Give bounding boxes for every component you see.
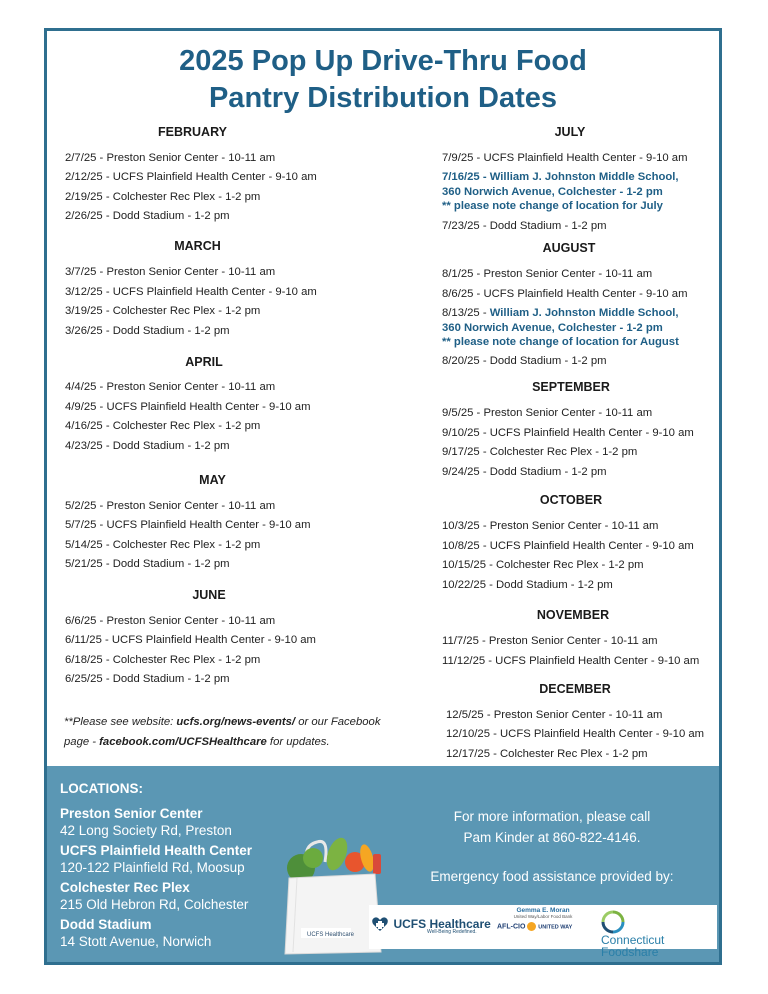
foodshare-line-1: Connecticut: [601, 933, 665, 947]
month-heading-november: NOVEMBER: [536, 608, 610, 622]
date-entry: 4/16/25 - Colchester Rec Plex - 1-2 pm: [65, 420, 261, 432]
date-entry: 8/6/25 - UCFS Plainfield Health Center - 9-10 am: [442, 288, 688, 300]
location-change-note: ** please note change of location for July: [442, 200, 663, 212]
facebook-link[interactable]: facebook.com/UCFSHealthcare: [99, 736, 267, 748]
date-entry: 9/17/25 - Colchester Rec Plex - 1-2 pm: [442, 446, 638, 458]
month-heading-october: OCTOBER: [539, 493, 603, 507]
date-entry: 12/17/25 - Colchester Rec Plex - 1-2 pm: [446, 748, 648, 760]
website-link[interactable]: ucfs.org/news-events/: [176, 716, 296, 728]
special-line: William J. Johnston Middle School,: [489, 307, 679, 319]
date-entry: 2/7/25 - Preston Senior Center - 10-11 am: [65, 152, 276, 164]
ucfs-logo-tag: Well-Being Redefined.: [427, 929, 477, 936]
location-name: Colchester Rec Plex: [60, 880, 190, 895]
location-name: UCFS Plainfield Health Center: [60, 843, 253, 858]
date-entry: 11/12/25 - UCFS Plainfield Health Center - 9-10 am: [442, 655, 700, 667]
aflcio-text: AFL-CIO: [497, 923, 526, 931]
location-address: 120-122 Plainfield Rd, Moosup: [60, 860, 245, 875]
date-entry: 8/1/25 - Preston Senior Center - 10-11 am: [442, 268, 653, 280]
date-entry: 5/21/25 - Dodd Stadium - 1-2 pm: [65, 558, 230, 570]
special-line: 360 Norwich Avenue, Colchester - 1-2 pm: [442, 321, 663, 334]
note-prefix: **Please see website:: [64, 716, 177, 728]
locations-footer: [47, 766, 719, 962]
fund-name: Gemma E. Moran: [516, 907, 570, 914]
location-name: Preston Senior Center: [60, 806, 203, 821]
date-entry: 10/15/25 - Colchester Rec Plex - 1-2 pm: [442, 559, 644, 571]
special-location-entry-august: [442, 306, 679, 350]
ucfs-heart-icon: [371, 915, 389, 933]
date-entry: 6/18/25 - Colchester Rec Plex - 1-2 pm: [65, 654, 261, 666]
foodshare-line-2: Foodshare: [601, 945, 659, 959]
date-entry: 10/8/25 - UCFS Plainfield Health Center - 9-10 am: [442, 540, 694, 552]
month-heading-september: SEPTEMBER: [532, 380, 610, 394]
date-entry: 4/4/25 - Preston Senior Center - 10-11 am: [65, 381, 276, 393]
month-heading-may: MAY: [199, 473, 226, 487]
date-entry: 6/6/25 - Preston Senior Center - 10-11 am: [65, 615, 276, 627]
info-line-1: For more information, please call: [453, 809, 651, 824]
date-entry: 2/19/25 - Colchester Rec Plex - 1-2 pm: [65, 191, 261, 203]
unitedway-icon: [527, 922, 536, 931]
location-name: Dodd Stadium: [60, 917, 152, 932]
month-heading-june: JUNE: [192, 588, 226, 602]
date-entry: 8/20/25 - Dodd Stadium - 1-2 pm: [442, 355, 607, 367]
special-line: 360 Norwich Avenue, Colchester - 1-2 pm: [442, 185, 663, 198]
date-entry: 6/25/25 - Dodd Stadium - 1-2 pm: [65, 673, 230, 685]
updates-note: [64, 712, 394, 752]
title-line-1: 2025 Pop Up Drive-Thru Food: [179, 45, 587, 77]
month-heading-august: AUGUST: [542, 241, 596, 255]
date-entry: 12/5/25 - Preston Senior Center - 10-11 am: [446, 709, 663, 721]
date-entry: 5/14/25 - Colchester Rec Plex - 1-2 pm: [65, 539, 261, 551]
special-date: 8/13/25 -: [442, 307, 490, 319]
title-line-2: Pantry Distribution Dates: [208, 82, 558, 114]
date-entry: 6/11/25 - UCFS Plainfield Health Center - 9-10 am: [65, 634, 316, 646]
date-entry: 5/7/25 - UCFS Plainfield Health Center - 9-10 am: [65, 519, 311, 531]
date-entry: 11/7/25 - Preston Senior Center - 10-11 am: [442, 635, 658, 647]
month-heading-december: DECEMBER: [539, 682, 611, 696]
special-line: 7/16/25 - William J. Johnston Middle School,: [442, 171, 679, 183]
date-entry: 9/5/25 - Preston Senior Center - 10-11 am: [442, 407, 653, 419]
fund-sub: United Way/Labor Food Bank: [513, 914, 573, 919]
month-heading-july: JULY: [554, 125, 586, 139]
month-heading-february: FEBRUARY: [158, 125, 227, 139]
info-line-2: Pam Kinder at 860-822-4146.: [463, 830, 641, 845]
unitedway-text: UNITED WAY: [538, 924, 573, 931]
ucfs-logo-name: UCFS Healthcare: [393, 917, 491, 931]
date-entry: 5/2/25 - Preston Senior Center - 10-11 am: [65, 500, 276, 512]
gemma-moran-logo: [497, 907, 589, 931]
location-change-note: ** please note change of location for August: [442, 336, 679, 348]
ucfs-logo: [371, 915, 491, 935]
date-entry: 4/9/25 - UCFS Plainfield Health Center - 9-10 am: [65, 401, 311, 413]
location-address: 215 Old Hebron Rd, Colchester: [60, 897, 249, 912]
date-entry: 4/23/25 - Dodd Stadium - 1-2 pm: [65, 440, 230, 452]
assistance-label: Emergency food assistance provided by:: [430, 869, 674, 884]
date-entry: 3/26/25 - Dodd Stadium - 1-2 pm: [65, 325, 230, 337]
ct-foodshare-logo: [601, 910, 664, 958]
contact-info: [387, 806, 717, 848]
special-location-entry-july: [442, 170, 679, 214]
date-entry: 10/22/25 - Dodd Stadium - 1-2 pm: [442, 579, 613, 591]
date-entry: 9/24/25 - Dodd Stadium - 1-2 pm: [442, 466, 607, 478]
date-entry: 10/3/25 - Preston Senior Center - 10-11 am: [442, 520, 659, 532]
date-entry: 2/12/25 - UCFS Plainfield Health Center - 9-10 am: [65, 171, 317, 183]
location-address: 14 Stott Avenue, Norwich: [60, 934, 212, 949]
date-entry: 9/10/25 - UCFS Plainfield Health Center - 9-10 am: [442, 427, 694, 439]
page-title: [44, 43, 722, 117]
month-heading-march: MARCH: [174, 239, 221, 253]
date-entry: 7/23/25 - Dodd Stadium - 1-2 pm: [442, 220, 607, 232]
location-address: 42 Long Society Rd, Preston: [60, 823, 232, 838]
locations-title: LOCATIONS:: [60, 781, 143, 796]
foodshare-swirl-icon: [601, 910, 625, 934]
date-entry: 3/7/25 - Preston Senior Center - 10-11 am: [65, 266, 276, 278]
bag-label: UCFS Healthcare: [307, 932, 355, 938]
date-entry: 3/19/25 - Colchester Rec Plex - 1-2 pm: [65, 305, 261, 317]
sponsor-logos: [369, 905, 717, 959]
date-entry: 12/10/25 - UCFS Plainfield Health Center - 9-10 am: [446, 728, 705, 740]
date-entry: 3/12/25 - UCFS Plainfield Health Center - 9-10 am: [65, 286, 317, 298]
note-suffix: for updates.: [266, 736, 330, 748]
month-heading-april: APRIL: [185, 355, 223, 369]
note-middle: or our Facebook page -: [64, 716, 381, 748]
date-entry: 2/26/25 - Dodd Stadium - 1-2 pm: [65, 210, 230, 222]
date-entry: 7/9/25 - UCFS Plainfield Health Center - 9-10 am: [442, 152, 688, 164]
